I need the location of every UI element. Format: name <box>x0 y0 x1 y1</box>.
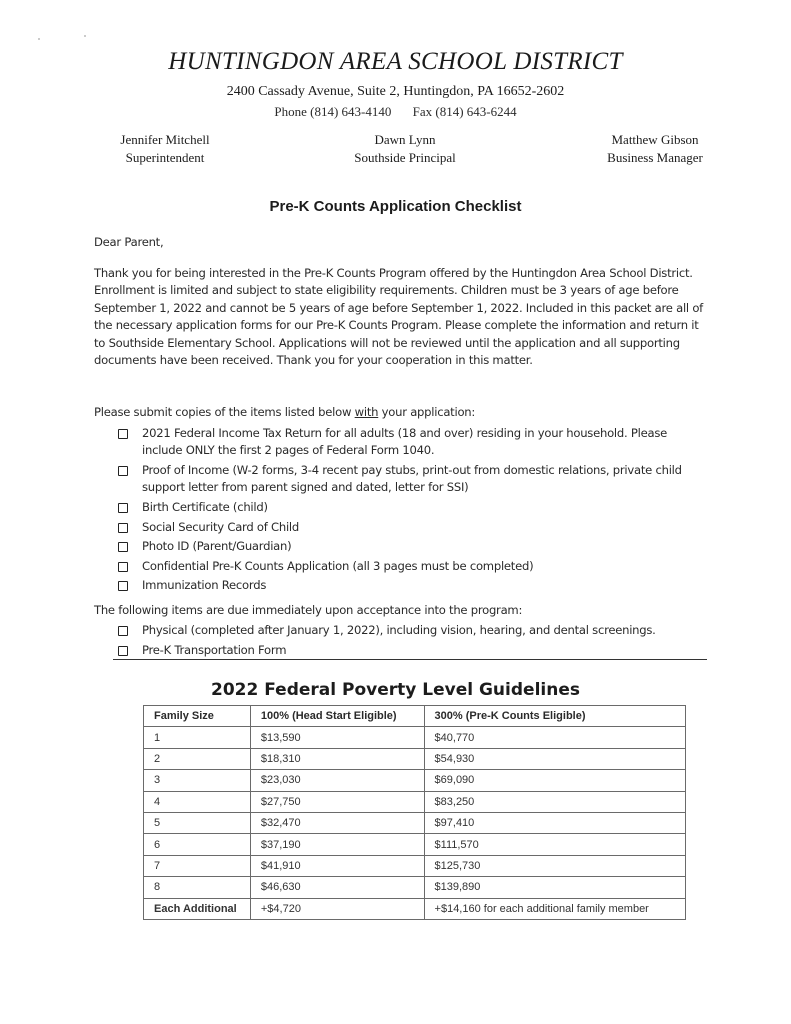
phone-number: Phone (814) 643-4140 <box>274 104 392 119</box>
staff-superintendent <box>100 131 230 167</box>
checklist-title: Pre-K Counts Application Checklist <box>269 198 522 215</box>
head-start-cell: $37,190 <box>250 834 424 855</box>
checklist-item-physical[interactable] <box>118 622 708 639</box>
pre-k-counts-cell: $111,570 <box>424 834 685 855</box>
head-start-cell: $32,470 <box>250 812 424 833</box>
family-size-cell: 5 <box>144 812 251 833</box>
pre-k-counts-cell: $40,770 <box>424 727 685 748</box>
table-row-each-additional <box>144 898 686 919</box>
checklist-item-birth-certificate[interactable] <box>118 499 708 516</box>
head-start-cell: $13,590 <box>250 727 424 748</box>
checklist-item-photo-id[interactable] <box>118 538 708 555</box>
submit-intro-text <box>94 404 704 421</box>
staff-title: Business Manager <box>607 150 703 165</box>
pre-k-counts-cell: $125,730 <box>424 855 685 876</box>
staff-name: Jennifer Mitchell <box>120 132 210 147</box>
staff-business-manager <box>585 131 725 167</box>
checklist-item-label: 2021 Federal Income Tax Return for all adults (18 and over) residing in your household. Please include ONLY the first 2 pages of Federal Form 1040. <box>142 426 667 458</box>
empty-checkbox-icon[interactable] <box>118 542 128 552</box>
table-row <box>144 727 686 748</box>
submit-intro <box>94 404 704 421</box>
family-size-cell: 6 <box>144 834 251 855</box>
table-row <box>144 877 686 898</box>
staff-title: Southside Principal <box>354 150 456 165</box>
submit-intro-after: your application: <box>378 405 476 419</box>
submit-items-list <box>118 425 708 597</box>
empty-checkbox-icon[interactable] <box>118 626 128 636</box>
column-header-family-size: Family Size <box>144 706 251 727</box>
empty-checkbox-icon[interactable] <box>118 581 128 591</box>
intro-paragraph <box>94 265 704 369</box>
family-size-cell: 8 <box>144 877 251 898</box>
head-start-cell: $41,910 <box>250 855 424 876</box>
scan-speck <box>38 38 40 40</box>
due-intro <box>94 602 704 619</box>
family-size-cell: 2 <box>144 748 251 769</box>
salutation-text: Dear Parent, <box>94 235 164 249</box>
checklist-item-immunization-records[interactable] <box>118 577 708 594</box>
table-row <box>144 812 686 833</box>
pre-k-counts-cell: $54,930 <box>424 748 685 769</box>
family-size-cell: 1 <box>144 727 251 748</box>
empty-checkbox-icon[interactable] <box>118 503 128 513</box>
staff-name: Dawn Lynn <box>374 132 436 147</box>
checklist-item-transportation-form[interactable] <box>118 642 708 659</box>
salutation <box>94 234 704 251</box>
checklist-item-social-security-card[interactable] <box>118 519 708 536</box>
empty-checkbox-icon[interactable] <box>118 646 128 656</box>
head-start-cell: $27,750 <box>250 791 424 812</box>
empty-checkbox-icon[interactable] <box>118 429 128 439</box>
submit-intro-emphasis: with <box>354 405 379 419</box>
table-row <box>144 834 686 855</box>
table-row <box>144 770 686 791</box>
staff-principal <box>330 131 480 167</box>
district-name: HUNTINGDON AREA SCHOOL DISTRICT <box>168 48 623 75</box>
column-header-300-percent: 300% (Pre-K Counts Eligible) <box>424 706 685 727</box>
family-size-cell: Each Additional <box>144 898 251 919</box>
table-header-row <box>144 706 686 727</box>
family-size-cell: 3 <box>144 770 251 791</box>
poverty-table-title: 2022 Federal Poverty Level Guidelines <box>211 680 580 700</box>
fax-number: Fax (814) 643-6244 <box>412 104 517 119</box>
empty-checkbox-icon[interactable] <box>118 523 128 533</box>
checklist-item-proof-of-income[interactable] <box>118 462 708 497</box>
pre-k-counts-cell: $139,890 <box>424 877 685 898</box>
head-start-cell: $23,030 <box>250 770 424 791</box>
family-size-cell: 7 <box>144 855 251 876</box>
pre-k-counts-cell: $69,090 <box>424 770 685 791</box>
empty-checkbox-icon[interactable] <box>118 466 128 476</box>
pre-k-counts-cell: $83,250 <box>424 791 685 812</box>
checklist-item-label: Immunization Records <box>142 578 267 593</box>
due-intro-text: The following items are due immediately upon acceptance into the program: <box>94 603 523 617</box>
table-row <box>144 791 686 812</box>
checklist-item-tax-return[interactable] <box>118 425 708 460</box>
pre-k-counts-cell: $97,410 <box>424 812 685 833</box>
scan-speck <box>84 35 86 37</box>
district-contact <box>0 104 791 120</box>
district-address: 2400 Cassady Avenue, Suite 2, Huntingdon, PA 16652-2602 <box>226 84 565 99</box>
staff-name: Matthew Gibson <box>611 132 699 147</box>
poverty-guidelines-table <box>143 705 686 920</box>
checklist-item-label: Photo ID (Parent/Guardian) <box>142 539 292 554</box>
table-row <box>144 748 686 769</box>
due-items-list <box>118 622 708 661</box>
section-divider <box>113 659 707 660</box>
checklist-item-label: Pre-K Transportation Form <box>142 642 287 657</box>
empty-checkbox-icon[interactable] <box>118 562 128 572</box>
intro-paragraph-text: Thank you for being interested in the Pre-K Counts Program offered by the Huntingdon Area School District. Enrollment is limited and subject to state eligibility requirements. Children must be 3 years of age before September 1, 2022 and cannot be 5 years of age before September 1, 2022. Included in this packet are all of the necessary application forms for our Pre-K Counts Program. Please complete the information and return it to Southside Elementary School. Applications will not be reviewed until the application and all supporting documents have been received. Thank you for your cooperation in this matter. <box>94 266 703 368</box>
staff-title: Superintendent <box>125 150 205 165</box>
head-start-cell: +$4,720 <box>250 898 424 919</box>
column-header-100-percent: 100% (Head Start Eligible) <box>250 706 424 727</box>
checklist-item-label: Birth Certificate (child) <box>142 500 268 514</box>
family-size-cell: 4 <box>144 791 251 812</box>
head-start-cell: $46,630 <box>250 877 424 898</box>
checklist-item-label: Proof of Income (W-2 forms, 3-4 recent pay stubs, print-out from domestic relations, private child support letter from parent signed and dated, letter for SSI) <box>142 463 682 495</box>
head-start-cell: $18,310 <box>250 748 424 769</box>
table-row <box>144 855 686 876</box>
submit-intro-before: Please submit copies of the items listed below <box>94 405 355 419</box>
checklist-item-confidential-application[interactable] <box>118 558 708 575</box>
pre-k-counts-cell: +$14,160 for each additional family member <box>424 898 685 919</box>
checklist-item-label: Confidential Pre-K Counts Application (all 3 pages must be completed) <box>142 558 534 573</box>
checklist-item-label: Social Security Card of Child <box>142 519 300 534</box>
checklist-item-label: Physical (completed after January 1, 2022), including vision, hearing, and dental screenings. <box>142 623 656 637</box>
